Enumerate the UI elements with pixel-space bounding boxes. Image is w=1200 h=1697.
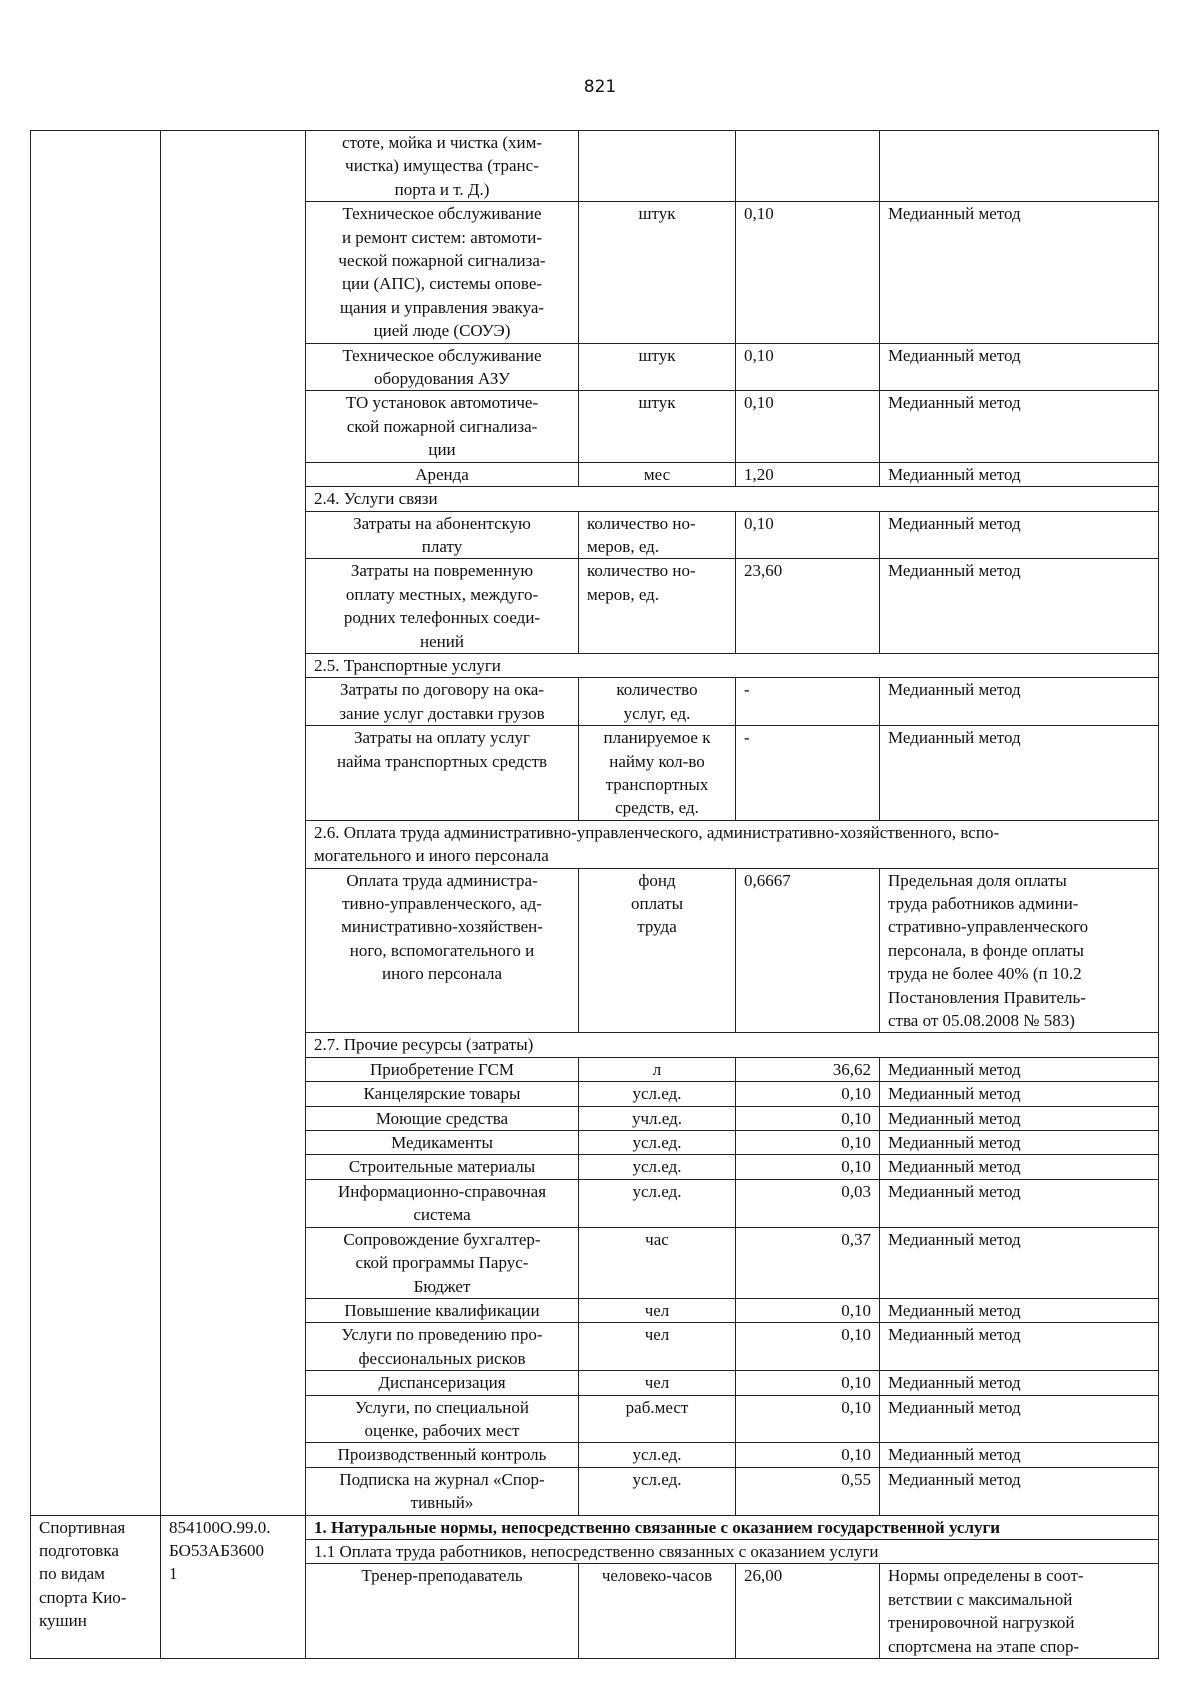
item-name: Техническое обслуживание и ремонт систем: автомоти- ческой пожарной сигнализа- ции (АПС), системы опове- щания и управления эвакуа- цией люде (СОУЭ) bbox=[306, 202, 579, 343]
item-value: 0,10 bbox=[736, 202, 880, 343]
item-value: 1,20 bbox=[736, 462, 880, 486]
item-name: Техническое обслуживание оборудования АЗУ bbox=[306, 343, 579, 391]
item-unit: штук bbox=[579, 202, 736, 343]
item-value: 0,10 bbox=[736, 1298, 880, 1322]
item-name: Тренер-преподаватель bbox=[306, 1564, 579, 1659]
item-unit: количество но- меров, ед. bbox=[579, 511, 736, 559]
item-unit: час bbox=[579, 1227, 736, 1298]
item-value: 0,10 bbox=[736, 511, 880, 559]
item-method: Нормы определены в соот- ветствии с максимальной тренировочной нагрузкой спортсмена на этапе спор- bbox=[880, 1564, 1159, 1659]
section-heading: 2.7. Прочие ресурсы (затраты) bbox=[306, 1033, 1159, 1057]
item-unit: л bbox=[579, 1057, 736, 1081]
item-value bbox=[736, 131, 880, 202]
item-unit: штук bbox=[579, 391, 736, 462]
item-value: 0,10 bbox=[736, 1131, 880, 1155]
item-value: 0,10 bbox=[736, 1443, 880, 1467]
item-name: Диспансеризация bbox=[306, 1371, 579, 1395]
item-name: Аренда bbox=[306, 462, 579, 486]
item-name: Канцелярские товары bbox=[306, 1082, 579, 1106]
item-method bbox=[880, 131, 1159, 202]
item-method: Предельная доля оплаты труда работников админи- стративно-управленческого персонала, в фонде оплаты труда не более 40% (п 10.2 Постановления Правитель- ства от 05.08.2008 № 583) bbox=[880, 868, 1159, 1033]
item-method: Медианный метод bbox=[880, 202, 1159, 343]
service-name: Спортивная подготовка по видам спорта Кио- кушин bbox=[31, 1515, 161, 1658]
item-method: Медианный метод bbox=[880, 726, 1159, 821]
item-value: 0,10 bbox=[736, 1395, 880, 1443]
item-value: 0,03 bbox=[736, 1179, 880, 1227]
item-name: Подписка на журнал «Спор- тивный» bbox=[306, 1467, 579, 1515]
table-row bbox=[31, 131, 1159, 202]
item-value: 23,60 bbox=[736, 559, 880, 654]
item-unit bbox=[579, 131, 736, 202]
section-heading: 1. Натуральные нормы, непосредственно связанные с оказанием государственной услуги bbox=[306, 1515, 1159, 1539]
item-unit: усл.ед. bbox=[579, 1155, 736, 1179]
table-row bbox=[31, 1515, 1159, 1539]
item-name: Затраты на оплату услуг найма транспортных средств bbox=[306, 726, 579, 821]
service-code-cell bbox=[161, 131, 306, 1516]
service-name-cell bbox=[31, 131, 161, 1516]
item-value: 0,10 bbox=[736, 1323, 880, 1371]
item-method: Медианный метод bbox=[880, 1323, 1159, 1371]
section-heading: 1.1 Оплата труда работников, непосредственно связанных с оказанием услуги bbox=[306, 1539, 1159, 1563]
item-method: Медианный метод bbox=[880, 1227, 1159, 1298]
item-value: 26,00 bbox=[736, 1564, 880, 1659]
item-method: Медианный метод bbox=[880, 391, 1159, 462]
section-heading: 2.5. Транспортные услуги bbox=[306, 653, 1159, 677]
item-value: - bbox=[736, 726, 880, 821]
item-method: Медианный метод bbox=[880, 1131, 1159, 1155]
item-method: Медианный метод bbox=[880, 559, 1159, 654]
item-name: Затраты на абонентскую плату bbox=[306, 511, 579, 559]
item-method: Медианный метод bbox=[880, 343, 1159, 391]
item-unit: чел bbox=[579, 1298, 736, 1322]
item-value: 0,10 bbox=[736, 343, 880, 391]
item-name: Строительные материалы bbox=[306, 1155, 579, 1179]
item-name: Приобретение ГСМ bbox=[306, 1057, 579, 1081]
item-method: Медианный метод bbox=[880, 462, 1159, 486]
item-name: Производственный контроль bbox=[306, 1443, 579, 1467]
item-value: - bbox=[736, 678, 880, 726]
item-value: 0,55 bbox=[736, 1467, 880, 1515]
item-unit: усл.ед. bbox=[579, 1443, 736, 1467]
item-method: Медианный метод bbox=[880, 1082, 1159, 1106]
item-unit: усл.ед. bbox=[579, 1082, 736, 1106]
item-method: Медианный метод bbox=[880, 511, 1159, 559]
item-unit: учл.ед. bbox=[579, 1106, 736, 1130]
item-name: стоте, мойка и чистка (хим- чистка) имущества (транс- порта и т. Д.) bbox=[306, 131, 579, 202]
item-method: Медианный метод bbox=[880, 1371, 1159, 1395]
item-value: 0,10 bbox=[736, 1371, 880, 1395]
item-unit: усл.ед. bbox=[579, 1467, 736, 1515]
item-value: 0,10 bbox=[736, 391, 880, 462]
item-unit: планируемое к найму кол-во транспортных средств, ед. bbox=[579, 726, 736, 821]
item-unit: количество услуг, ед. bbox=[579, 678, 736, 726]
item-name: Сопровождение бухгалтер- ской программы Парус- Бюджет bbox=[306, 1227, 579, 1298]
item-value: 0,6667 bbox=[736, 868, 880, 1033]
item-method: Медианный метод bbox=[880, 1395, 1159, 1443]
item-method: Медианный метод bbox=[880, 1467, 1159, 1515]
item-method: Медианный метод bbox=[880, 1106, 1159, 1130]
item-unit: штук bbox=[579, 343, 736, 391]
item-method: Медианный метод bbox=[880, 1179, 1159, 1227]
item-name: Информационно-справочная система bbox=[306, 1179, 579, 1227]
item-value: 0,10 bbox=[736, 1155, 880, 1179]
item-name: ТО установок автомотиче- ской пожарной сигнализа- ции bbox=[306, 391, 579, 462]
item-unit: усл.ед. bbox=[579, 1131, 736, 1155]
item-method: Медианный метод bbox=[880, 1155, 1159, 1179]
item-method: Медианный метод bbox=[880, 1298, 1159, 1322]
item-unit: усл.ед. bbox=[579, 1179, 736, 1227]
item-unit: количество но- меров, ед. bbox=[579, 559, 736, 654]
item-method: Медианный метод bbox=[880, 1443, 1159, 1467]
item-unit: раб.мест bbox=[579, 1395, 736, 1443]
item-name: Оплата труда администра- тивно-управленческого, ад- министративно-хозяйствен- ного, вспомогательного и иного персонала bbox=[306, 868, 579, 1033]
item-value: 36,62 bbox=[736, 1057, 880, 1081]
item-name: Повышение квалификации bbox=[306, 1298, 579, 1322]
item-name: Услуги, по специальной оценке, рабочих мест bbox=[306, 1395, 579, 1443]
service-code: 854100О.99.0. БО53АБ3600 1 bbox=[161, 1515, 306, 1658]
item-unit: человеко-часов bbox=[579, 1564, 736, 1659]
item-unit: фонд оплаты труда bbox=[579, 868, 736, 1033]
item-unit: чел bbox=[579, 1323, 736, 1371]
norms-table bbox=[30, 130, 1159, 1659]
item-name: Услуги по проведению про- фессиональных рисков bbox=[306, 1323, 579, 1371]
item-unit: мес bbox=[579, 462, 736, 486]
item-value: 0,10 bbox=[736, 1106, 880, 1130]
section-heading: 2.6. Оплата труда административно-управленческого, административно-хозяйственного, вспо- могательного и иного персонала bbox=[306, 820, 1159, 868]
section-heading: 2.4. Услуги связи bbox=[306, 487, 1159, 511]
item-name: Моющие средства bbox=[306, 1106, 579, 1130]
item-name: Медикаменты bbox=[306, 1131, 579, 1155]
item-method: Медианный метод bbox=[880, 678, 1159, 726]
item-name: Затраты по договору на ока- зание услуг доставки грузов bbox=[306, 678, 579, 726]
item-unit: чел bbox=[579, 1371, 736, 1395]
item-value: 0,10 bbox=[736, 1082, 880, 1106]
item-name: Затраты на повременную оплату местных, междуго- родних телефонных соеди- нений bbox=[306, 559, 579, 654]
page-number: 821 bbox=[583, 77, 617, 97]
item-value: 0,37 bbox=[736, 1227, 880, 1298]
item-method: Медианный метод bbox=[880, 1057, 1159, 1081]
